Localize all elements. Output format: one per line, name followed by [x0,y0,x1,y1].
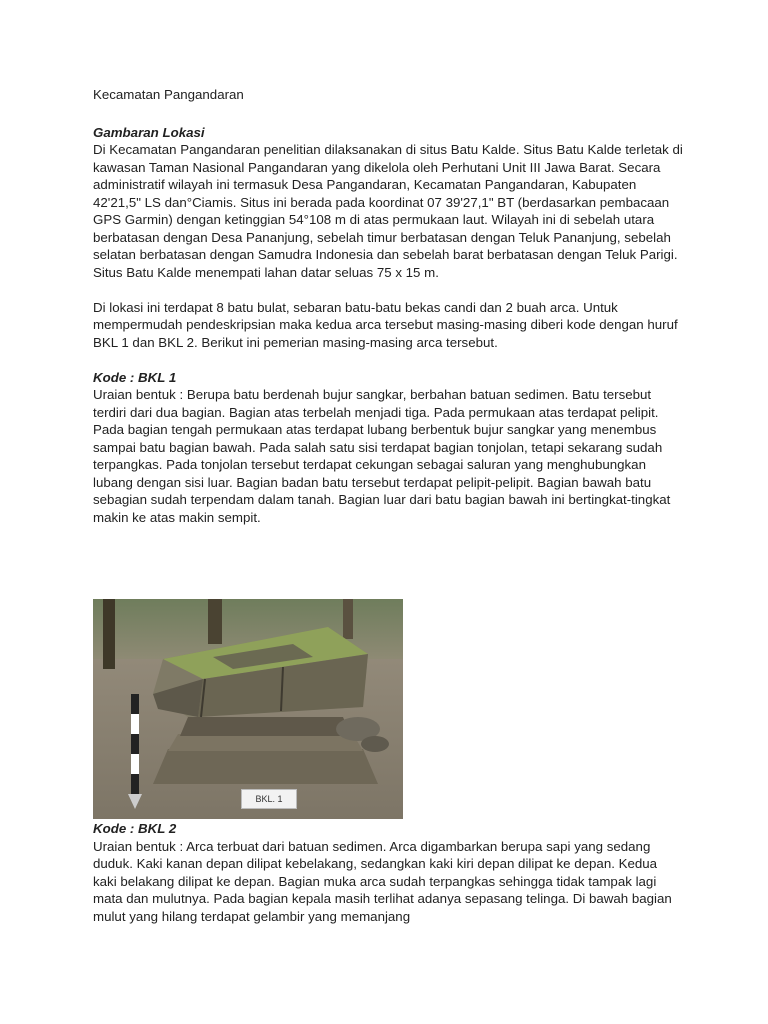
stone-photo-illustration [93,599,403,819]
paragraph-gap [93,351,683,369]
section-heading-gambaran-lokasi: Gambaran Lokasi [93,124,205,140]
section-heading-bkl1: Kode : BKL 1 [93,369,177,385]
bkl2-description: Uraian bentuk : Arca terbuat dari batuan sedimen. Arca digambarkan berupa sapi yang sedang duduk. Kaki kanan depan dilipat kebelakang, sedangkan kaki kiri depan dilipat ke depan. Kedua kaki belakang dilipat ke depan. Bagian muka arca sudah terpangkas sehingga tidak tampak lagi mata dan mulutnya. Pada bagian kepala masih terlihat adanya sepasang telinga. Di bawah bagian mulut yang hilang terdapat gelambir yang memanjang [93,838,672,924]
page-title: Kecamatan Pangandaran [93,87,244,102]
location-paragraph: Di Kecamatan Pangandaran penelitian dilaksanakan di situs Batu Kalde. Situs Batu Kalde terletak di kawasan Taman Nasional Pangandaran yang dikelola oleh Perhutani Unit III Jawa Barat. Secara administratif wilayah ini termasuk Desa Pangandaran, Kecamatan Pangandaran, Kabupaten 42'21,5" LS dan°Ciamis. Situs ini berada pada koordinat 07 39'27,1" BT (berdasarkan pembacaan GPS Garmin) dengan ketinggian 54°108 m di atas permukaan laut. Wilayah ini di sebelah utara berbatasan dengan Desa Pananjung, sebelah timur berbatasan dengan Teluk Pananjung, sebelah selatan berbatasan dengan Samudra Indonesia dan sebelah barat berbatasan dengan Teluk Parigi. Situs Batu Kalde menempati lahan datar seluas 75 x 15 m. [93,142,683,280]
bkl1-description: Uraian bentuk : Berupa batu berdenah bujur sangkar, berbahan batuan sedimen. Batu tersebut terdiri dari dua bagian. Bagian atas terbelah menjadi tiga. Pada permukaan atas terdapat pelipit. Pada bagian tengah permukaan atas terdapat lubang berbentuk bujur sangkar yang menembus sampai batu bagian bawah. Pada salah satu sisi terdapat bagian tonjolan, tetapi sekarang sudah terpangkas. Pada tonjolan tersebut terdapat cekungan sebagai saluran yang menghubungkan lubang dengan sisi luar. Bagian badan batu tersebut terdapat pelipit-pelipit. Bagian bawah batu sebagian sudah terpendam dalam tanah. Bagian luar dari batu bagian bawah ini bertingkat-tingkat makin ke atas makin sempit. [93,387,671,525]
paragraph-gap [93,281,683,299]
photo-label-card: BKL. 1 [241,789,297,809]
bkl1-stone-photo [93,599,403,819]
section-heading-bkl2: Kode : BKL 2 [93,821,177,836]
document-body [93,86,683,526]
document-continuation [93,820,683,925]
artifacts-paragraph: Di lokasi ini terdapat 8 batu bulat, sebaran batu-batu bekas candi dan 2 buah arca. Untuk mempermudah pendeskripsian maka kedua arca tersebut masing-masing diberi kode dengan huruf BKL 1 dan BKL 2. Berikut ini pemerian masing-masing arca tersebut. [93,299,678,350]
